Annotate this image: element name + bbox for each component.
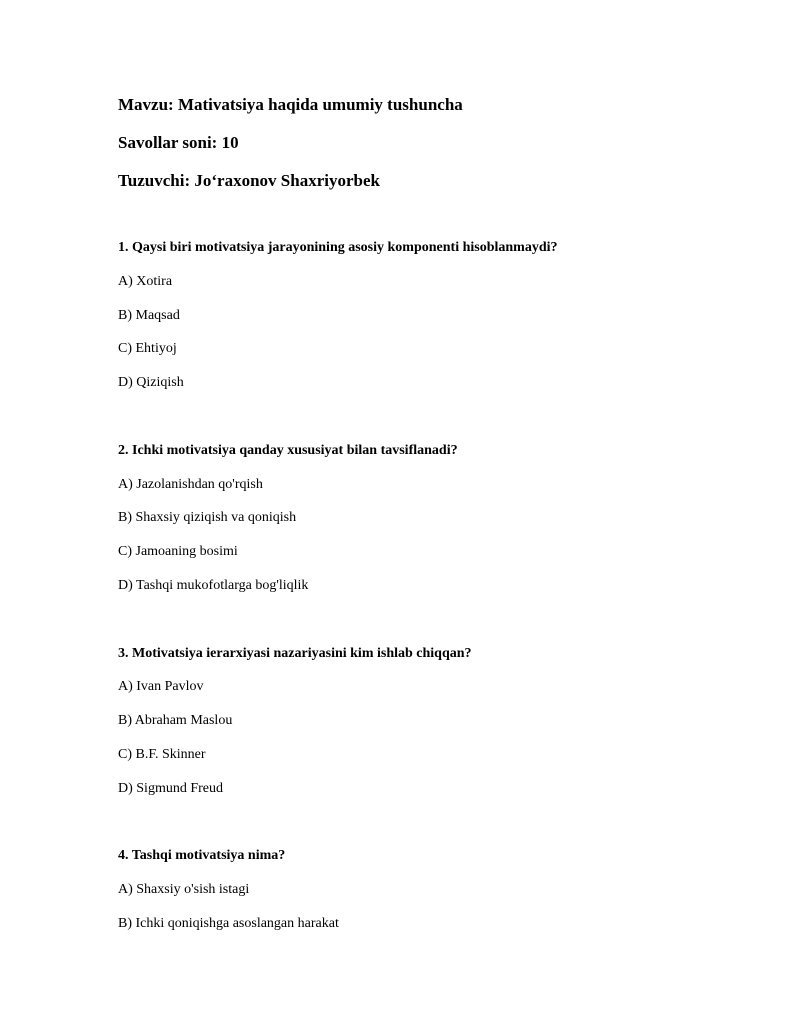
question-1-option-c: C) Ehtiyoj (118, 341, 177, 356)
topic-heading: Mavzu: Mativatsiya haqida umumiy tushuncha (118, 95, 463, 114)
question-3-option-c: C) B.F. Skinner (118, 747, 206, 762)
question-4-option-b: B) Ichki qoniqishga asoslangan harakat (118, 916, 339, 931)
question-2-option-b: B) Shaxsiy qiziqish va qoniqish (118, 510, 297, 525)
question-2-option-d: D) Tashqi mukofotlarga bog'liqlik (118, 578, 309, 593)
question-3-option-b: B) Abraham Maslou (118, 713, 233, 728)
question-1-title: 1. Qaysi biri motivatsiya jarayonining asosiy komponenti hisoblanmaydi? (118, 240, 558, 255)
question-1-option-d: D) Qiziqish (118, 375, 184, 390)
question-1-option-b: B) Maqsad (118, 308, 180, 323)
question-count: Savollar soni: 10 (118, 133, 239, 152)
author-line: Tuzuvchi: Jo‘raxonov Shaxriyorbek (118, 171, 380, 190)
question-3-option-a: A) Ivan Pavlov (118, 679, 204, 694)
question-2-option-a: A) Jazolanishdan qo'rqish (118, 477, 263, 492)
question-2-option-c: C) Jamoaning bosimi (118, 544, 238, 559)
question-4-option-a: A) Shaxsiy o'sish istagi (118, 882, 250, 897)
question-3-option-d: D) Sigmund Freud (118, 781, 223, 796)
question-2-title: 2. Ichki motivatsiya qanday xususiyat bilan tavsiflanadi? (118, 443, 458, 458)
question-3-title: 3. Motivatsiya ierarxiyasi nazariyasini kim ishlab chiqqan? (118, 646, 472, 661)
question-4-title: 4. Tashqi motivatsiya nima? (118, 848, 286, 863)
question-1-option-a: A) Xotira (118, 274, 173, 289)
